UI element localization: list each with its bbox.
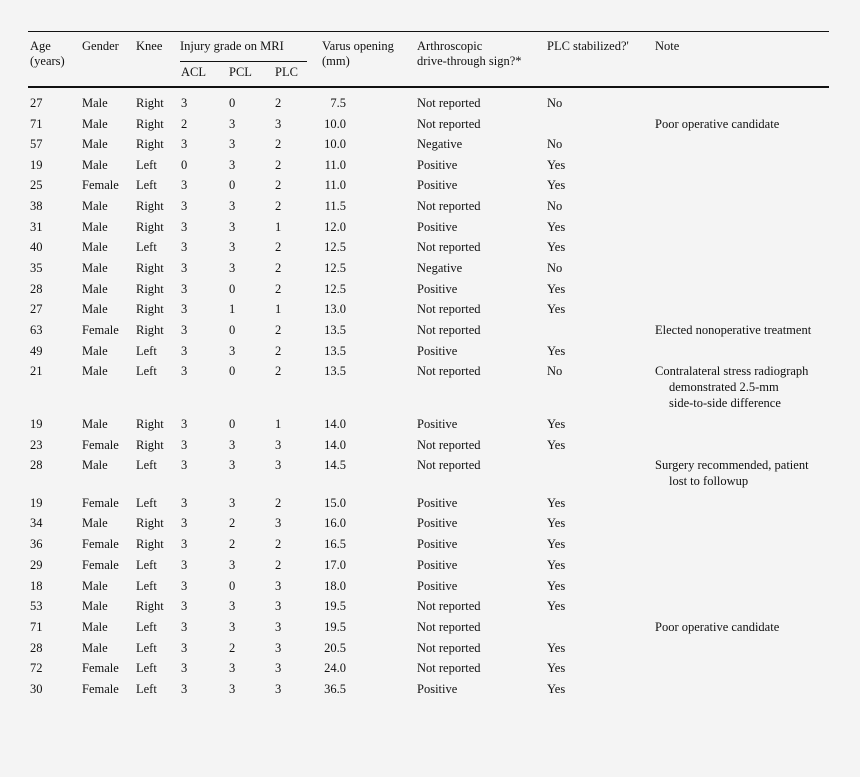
cell-varus: 11.0: [324, 158, 346, 172]
cell-note: lost to followup: [669, 474, 749, 488]
cell-acl: 3: [181, 558, 188, 572]
cell-note: Poor operative candidate: [655, 620, 780, 634]
cell-age: 63: [30, 323, 43, 337]
cell-plc: 2: [275, 261, 282, 275]
cell-plc: 2: [275, 137, 282, 151]
cell-gender: Male: [82, 458, 108, 472]
cell-arthroscopic: Not reported: [417, 599, 481, 613]
cell-gender: Female: [82, 682, 119, 696]
cell-varus: 13.0: [324, 302, 346, 316]
cell-knee: Left: [136, 458, 157, 472]
cell-acl: 3: [181, 458, 188, 472]
cell-plc-stabilized: Yes: [547, 516, 566, 530]
cell-age: 38: [30, 199, 43, 213]
cell-plc: 2: [275, 364, 282, 378]
cell-age: 18: [30, 579, 43, 593]
cell-note: demonstrated 2.5-mm: [669, 380, 779, 394]
header-acl: ACL: [181, 65, 206, 79]
cell-plc-stabilized: Yes: [547, 438, 566, 452]
cell-plc: 3: [275, 458, 282, 472]
cell-plc: 2: [275, 96, 282, 110]
cell-age: 35: [30, 261, 43, 275]
cell-plc-stabilized: No: [547, 96, 563, 110]
cell-gender: Male: [82, 620, 108, 634]
cell-varus: 13.5: [324, 344, 346, 358]
cell-acl: 3: [181, 96, 188, 110]
cell-arthroscopic: Negative: [417, 137, 463, 151]
cell-knee: Right: [136, 516, 164, 530]
cell-arthroscopic: Positive: [417, 579, 458, 593]
cell-age: 49: [30, 344, 43, 358]
cell-gender: Female: [82, 438, 119, 452]
cell-plc-stabilized: Yes: [547, 641, 566, 655]
cell-arthroscopic: Positive: [417, 682, 458, 696]
cell-varus: 10.0: [324, 137, 346, 151]
cell-plc-stabilized: Yes: [547, 579, 566, 593]
cell-age: 72: [30, 661, 43, 675]
cell-knee: Left: [136, 496, 157, 510]
cell-gender: Male: [82, 417, 108, 431]
cell-knee: Right: [136, 438, 164, 452]
cell-plc: 2: [275, 496, 282, 510]
cell-varus: 14.5: [324, 458, 346, 472]
cell-acl: 3: [181, 261, 188, 275]
header-rule: [28, 86, 829, 88]
cell-age: 28: [30, 641, 43, 655]
cell-note: Contralateral stress radiograph: [655, 364, 809, 378]
cell-arthroscopic: Not reported: [417, 117, 481, 131]
cell-varus: 11.5: [324, 199, 346, 213]
cell-knee: Right: [136, 282, 164, 296]
cell-knee: Left: [136, 344, 157, 358]
cell-gender: Male: [82, 117, 108, 131]
cell-arthroscopic: Not reported: [417, 323, 481, 337]
cell-varus: 11.0: [324, 178, 346, 192]
cell-plc: 3: [275, 438, 282, 452]
cell-gender: Male: [82, 599, 108, 613]
header-arthroscopic: Arthroscopic: [417, 39, 483, 53]
cell-note: Surgery recommended, patient: [655, 458, 809, 472]
cell-age: 28: [30, 458, 43, 472]
cell-acl: 3: [181, 137, 188, 151]
cell-acl: 3: [181, 240, 188, 254]
cell-varus: 19.5: [324, 599, 346, 613]
cell-age: 40: [30, 240, 43, 254]
cell-arthroscopic: Negative: [417, 261, 463, 275]
cell-pcl: 3: [229, 438, 236, 452]
cell-gender: Male: [82, 261, 108, 275]
cell-knee: Left: [136, 620, 157, 634]
cell-gender: Male: [82, 641, 108, 655]
cell-varus: 12.5: [324, 240, 346, 254]
cell-plc-stabilized: Yes: [547, 158, 566, 172]
cell-age: 27: [30, 96, 43, 110]
cell-plc: 2: [275, 344, 282, 358]
cell-plc: 2: [275, 537, 282, 551]
cell-plc-stabilized: Yes: [547, 661, 566, 675]
cell-knee: Right: [136, 220, 164, 234]
cell-acl: 0: [181, 158, 188, 172]
cell-gender: Male: [82, 364, 108, 378]
cell-arthroscopic: Not reported: [417, 96, 481, 110]
header-varus-unit: (mm): [322, 54, 350, 68]
cell-plc: 3: [275, 516, 282, 530]
cell-arthroscopic: Not reported: [417, 240, 481, 254]
cell-acl: 3: [181, 682, 188, 696]
cell-age: 19: [30, 417, 43, 431]
injury-grade-subrule: [180, 61, 307, 62]
cell-plc: 3: [275, 599, 282, 613]
cell-pcl: 2: [229, 641, 236, 655]
cell-gender: Male: [82, 302, 108, 316]
cell-note: Poor operative candidate: [655, 117, 780, 131]
cell-knee: Right: [136, 537, 164, 551]
cell-acl: 2: [181, 117, 188, 131]
cell-pcl: 3: [229, 599, 236, 613]
top-rule: [28, 31, 829, 32]
cell-arthroscopic: Positive: [417, 178, 458, 192]
cell-plc-stabilized: Yes: [547, 417, 566, 431]
cell-varus: 19.5: [324, 620, 346, 634]
cell-plc: 3: [275, 117, 282, 131]
cell-age: 57: [30, 137, 43, 151]
cell-plc-stabilized: Yes: [547, 282, 566, 296]
cell-age: 27: [30, 302, 43, 316]
cell-acl: 3: [181, 438, 188, 452]
header-age: Age: [30, 39, 51, 53]
cell-plc: 3: [275, 620, 282, 634]
cell-age: 21: [30, 364, 43, 378]
cell-arthroscopic: Not reported: [417, 438, 481, 452]
cell-acl: 3: [181, 599, 188, 613]
header-plc-stabilized: PLC stabilized?': [547, 39, 629, 53]
cell-plc-stabilized: No: [547, 137, 563, 151]
header-age-unit: (years): [30, 54, 65, 68]
cell-age: 71: [30, 117, 43, 131]
cell-pcl: 0: [229, 282, 236, 296]
cell-plc-stabilized: Yes: [547, 344, 566, 358]
cell-acl: 3: [181, 661, 188, 675]
cell-gender: Female: [82, 558, 119, 572]
cell-plc-stabilized: Yes: [547, 240, 566, 254]
cell-pcl: 3: [229, 199, 236, 213]
cell-arthroscopic: Not reported: [417, 302, 481, 316]
cell-knee: Right: [136, 599, 164, 613]
cell-arthroscopic: Not reported: [417, 620, 481, 634]
cell-pcl: 3: [229, 344, 236, 358]
cell-varus: 20.5: [324, 641, 346, 655]
cell-arthroscopic: Positive: [417, 496, 458, 510]
cell-plc-stabilized: No: [547, 364, 563, 378]
cell-age: 36: [30, 537, 43, 551]
cell-varus: 14.0: [324, 438, 346, 452]
cell-age: 31: [30, 220, 43, 234]
header-knee: Knee: [136, 39, 163, 53]
cell-pcl: 2: [229, 537, 236, 551]
cell-pcl: 3: [229, 496, 236, 510]
cell-acl: 3: [181, 220, 188, 234]
cell-pcl: 3: [229, 117, 236, 131]
cell-pcl: 0: [229, 417, 236, 431]
cell-pcl: 3: [229, 620, 236, 634]
cell-gender: Male: [82, 240, 108, 254]
cell-knee: Right: [136, 323, 164, 337]
cell-knee: Left: [136, 158, 157, 172]
cell-gender: Male: [82, 137, 108, 151]
cell-gender: Male: [82, 158, 108, 172]
cell-plc: 3: [275, 682, 282, 696]
cell-arthroscopic: Not reported: [417, 641, 481, 655]
cell-plc: 2: [275, 158, 282, 172]
header-injury-grade: Injury grade on MRI: [180, 39, 284, 53]
cell-pcl: 1: [229, 302, 236, 316]
cell-plc: 2: [275, 323, 282, 337]
cell-plc: 2: [275, 199, 282, 213]
cell-arthroscopic: Positive: [417, 282, 458, 296]
cell-pcl: 3: [229, 261, 236, 275]
header-varus: Varus opening: [322, 39, 394, 53]
cell-pcl: 0: [229, 579, 236, 593]
cell-knee: Right: [136, 137, 164, 151]
cell-varus: 10.0: [324, 117, 346, 131]
cell-gender: Male: [82, 579, 108, 593]
cell-acl: 3: [181, 516, 188, 530]
cell-knee: Left: [136, 364, 157, 378]
cell-knee: Left: [136, 579, 157, 593]
cell-arthroscopic: Positive: [417, 220, 458, 234]
cell-arthroscopic: Positive: [417, 537, 458, 551]
cell-plc: 3: [275, 641, 282, 655]
cell-age: 28: [30, 282, 43, 296]
cell-acl: 3: [181, 641, 188, 655]
cell-plc: 3: [275, 579, 282, 593]
cell-plc: 3: [275, 661, 282, 675]
cell-varus: 36.5: [324, 682, 346, 696]
cell-pcl: 0: [229, 364, 236, 378]
cell-knee: Right: [136, 117, 164, 131]
cell-varus: 24.0: [324, 661, 346, 675]
cell-plc: 1: [275, 220, 282, 234]
cell-varus: 12.0: [324, 220, 346, 234]
cell-plc-stabilized: Yes: [547, 537, 566, 551]
cell-acl: 3: [181, 282, 188, 296]
cell-age: 29: [30, 558, 43, 572]
cell-varus: 12.5: [324, 261, 346, 275]
cell-varus: 13.5: [324, 364, 346, 378]
cell-knee: Left: [136, 641, 157, 655]
cell-arthroscopic: Positive: [417, 516, 458, 530]
cell-varus: 16.0: [324, 516, 346, 530]
cell-pcl: 0: [229, 96, 236, 110]
cell-age: 53: [30, 599, 43, 613]
cell-gender: Female: [82, 496, 119, 510]
cell-gender: Male: [82, 220, 108, 234]
cell-gender: Male: [82, 199, 108, 213]
cell-pcl: 2: [229, 516, 236, 530]
header-gender: Gender: [82, 39, 119, 53]
cell-age: 34: [30, 516, 43, 530]
cell-acl: 3: [181, 199, 188, 213]
cell-varus: 7.5: [330, 96, 346, 110]
cell-acl: 3: [181, 364, 188, 378]
cell-varus: 16.5: [324, 537, 346, 551]
cell-pcl: 3: [229, 137, 236, 151]
cell-plc-stabilized: Yes: [547, 178, 566, 192]
cell-age: 30: [30, 682, 43, 696]
cell-pcl: 3: [229, 682, 236, 696]
cell-acl: 3: [181, 302, 188, 316]
cell-acl: 3: [181, 417, 188, 431]
cell-knee: Right: [136, 96, 164, 110]
cell-pcl: 0: [229, 323, 236, 337]
cell-plc-stabilized: Yes: [547, 682, 566, 696]
cell-plc-stabilized: Yes: [547, 599, 566, 613]
cell-knee: Left: [136, 558, 157, 572]
header-plc: PLC: [275, 65, 298, 79]
cell-gender: Male: [82, 344, 108, 358]
cell-gender: Female: [82, 178, 119, 192]
cell-arthroscopic: Not reported: [417, 364, 481, 378]
cell-age: 23: [30, 438, 43, 452]
header-note: Note: [655, 39, 680, 53]
cell-age: 25: [30, 178, 43, 192]
cell-pcl: 3: [229, 558, 236, 572]
cell-acl: 3: [181, 323, 188, 337]
cell-arthroscopic: Not reported: [417, 458, 481, 472]
cell-gender: Male: [82, 96, 108, 110]
cell-plc-stabilized: No: [547, 261, 563, 275]
cell-gender: Male: [82, 282, 108, 296]
cell-knee: Right: [136, 417, 164, 431]
cell-varus: 18.0: [324, 579, 346, 593]
cell-plc: 2: [275, 178, 282, 192]
cell-varus: 13.5: [324, 323, 346, 337]
cell-pcl: 3: [229, 661, 236, 675]
cell-pcl: 0: [229, 178, 236, 192]
cell-gender: Female: [82, 661, 119, 675]
cell-arthroscopic: Not reported: [417, 199, 481, 213]
cell-knee: Right: [136, 302, 164, 316]
cell-acl: 3: [181, 496, 188, 510]
cell-pcl: 3: [229, 240, 236, 254]
cell-pcl: 3: [229, 220, 236, 234]
cell-plc-stabilized: Yes: [547, 558, 566, 572]
cell-plc: 2: [275, 558, 282, 572]
cell-age: 19: [30, 496, 43, 510]
cell-knee: Left: [136, 240, 157, 254]
cell-pcl: 3: [229, 158, 236, 172]
cell-arthroscopic: Positive: [417, 558, 458, 572]
cell-varus: 12.5: [324, 282, 346, 296]
cell-varus: 15.0: [324, 496, 346, 510]
cell-pcl: 3: [229, 458, 236, 472]
cell-knee: Left: [136, 178, 157, 192]
cell-acl: 3: [181, 344, 188, 358]
cell-acl: 3: [181, 537, 188, 551]
cell-note: side-to-side difference: [669, 396, 781, 410]
cell-note: Elected nonoperative treatment: [655, 323, 812, 337]
cell-knee: Right: [136, 261, 164, 275]
cell-plc: 1: [275, 302, 282, 316]
cell-knee: Left: [136, 661, 157, 675]
cell-gender: Male: [82, 516, 108, 530]
cell-age: 71: [30, 620, 43, 634]
cell-plc: 2: [275, 282, 282, 296]
cell-plc-stabilized: No: [547, 199, 563, 213]
cell-acl: 3: [181, 579, 188, 593]
cell-acl: 3: [181, 620, 188, 634]
cell-arthroscopic: Positive: [417, 344, 458, 358]
cell-plc-stabilized: Yes: [547, 496, 566, 510]
cell-acl: 3: [181, 178, 188, 192]
cell-knee: Right: [136, 199, 164, 213]
cell-age: 19: [30, 158, 43, 172]
cell-varus: 14.0: [324, 417, 346, 431]
cell-plc: 2: [275, 240, 282, 254]
cell-arthroscopic: Not reported: [417, 661, 481, 675]
cell-plc: 1: [275, 417, 282, 431]
cell-gender: Female: [82, 537, 119, 551]
header-pcl: PCL: [229, 65, 252, 79]
cell-plc-stabilized: Yes: [547, 220, 566, 234]
cell-gender: Female: [82, 323, 119, 337]
cell-arthroscopic: Positive: [417, 417, 458, 431]
cell-varus: 17.0: [324, 558, 346, 572]
cell-arthroscopic: Positive: [417, 158, 458, 172]
header-drive-through: drive-through sign?*: [417, 54, 522, 68]
cell-knee: Left: [136, 682, 157, 696]
cell-plc-stabilized: Yes: [547, 302, 566, 316]
